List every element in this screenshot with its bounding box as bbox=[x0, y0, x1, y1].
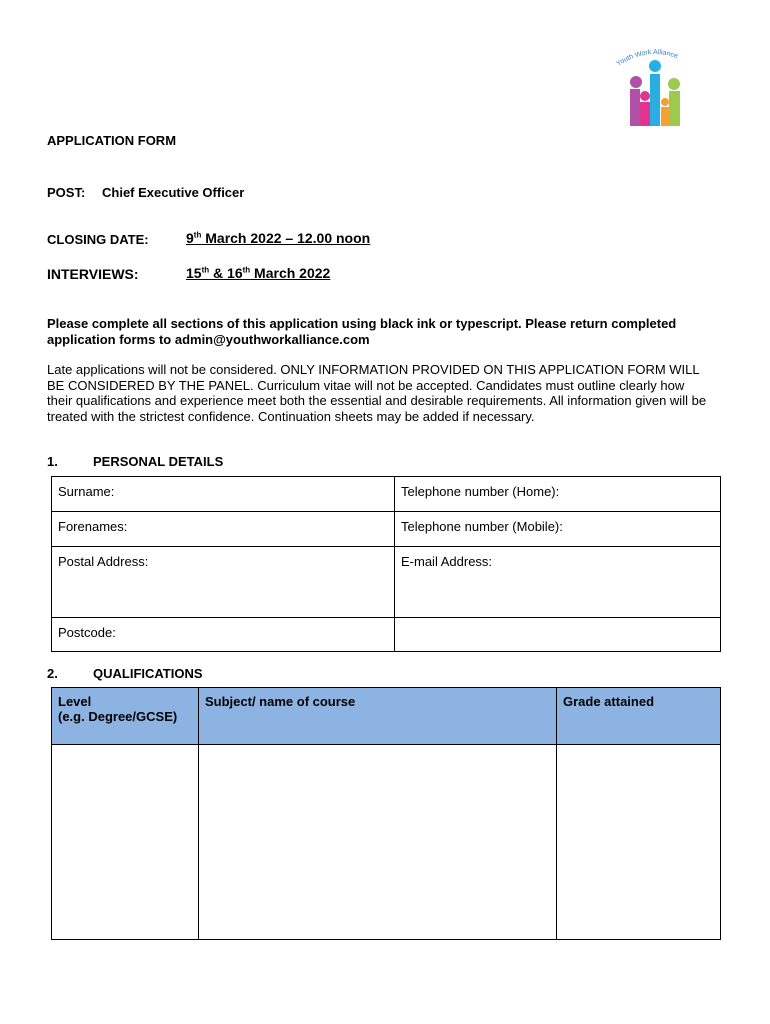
postal-address-field[interactable]: Postal Address: bbox=[52, 547, 395, 618]
telephone-home-field[interactable]: Telephone number (Home): bbox=[395, 477, 721, 512]
svg-text:Youth Work Alliance bbox=[615, 49, 678, 68]
post-value: Chief Executive Officer bbox=[102, 185, 245, 200]
closing-date-value: 9th March 2022 – 12.00 noon bbox=[186, 230, 371, 246]
interviews-label: INTERVIEWS: bbox=[47, 266, 139, 282]
post-line bbox=[47, 185, 244, 200]
subject-entry-cell[interactable] bbox=[199, 745, 557, 940]
level-entry-cell[interactable] bbox=[52, 745, 199, 940]
col-level-header: Level (e.g. Degree/GCSE) bbox=[52, 688, 199, 745]
section-qualifications-heading: 2. QUALIFICATIONS bbox=[47, 666, 203, 681]
youth-work-alliance-logo bbox=[612, 44, 698, 130]
grade-entry-cell[interactable] bbox=[557, 745, 721, 940]
instructions-bold: Please complete all sections of this application using black ink or typescript. Please return completed application forms to admin@youthworkalliance.com bbox=[47, 316, 677, 347]
col-grade-header: Grade attained bbox=[557, 688, 721, 745]
col-subject-header: Subject/ name of course bbox=[199, 688, 557, 745]
section-personal-details-heading: 1. PERSONAL DETAILS bbox=[47, 454, 224, 469]
instructions-body: Late applications will not be considered. ONLY INFORMATION PROVIDED ON THIS APPLICATION FORM WILL BE CONSIDERED BY THE PANEL. Curriculum vitae will not be accepted. Candidates must outline clearly how their qualifications and experience meet both the essential and desirable requirements. All information given will be treated with the strictest confidence. Continuation sheets may be added if necessary. bbox=[47, 362, 707, 424]
interviews-value: 15th & 16th March 2022 bbox=[186, 265, 331, 281]
logo-text: Youth Work Alliance bbox=[615, 48, 679, 68]
email-address-field[interactable]: E-mail Address: bbox=[395, 547, 721, 618]
qualifications-table bbox=[51, 687, 721, 940]
blank-cell bbox=[395, 618, 721, 652]
post-label: POST: bbox=[47, 185, 86, 200]
telephone-mobile-field[interactable]: Telephone number (Mobile): bbox=[395, 512, 721, 547]
forenames-field[interactable]: Forenames: bbox=[52, 512, 395, 547]
personal-details-table bbox=[51, 476, 721, 652]
closing-date-label: CLOSING DATE: bbox=[47, 232, 149, 247]
surname-field[interactable]: Surname: bbox=[52, 477, 395, 512]
form-title: APPLICATION FORM bbox=[47, 133, 177, 148]
postcode-field[interactable]: Postcode: bbox=[52, 618, 395, 652]
